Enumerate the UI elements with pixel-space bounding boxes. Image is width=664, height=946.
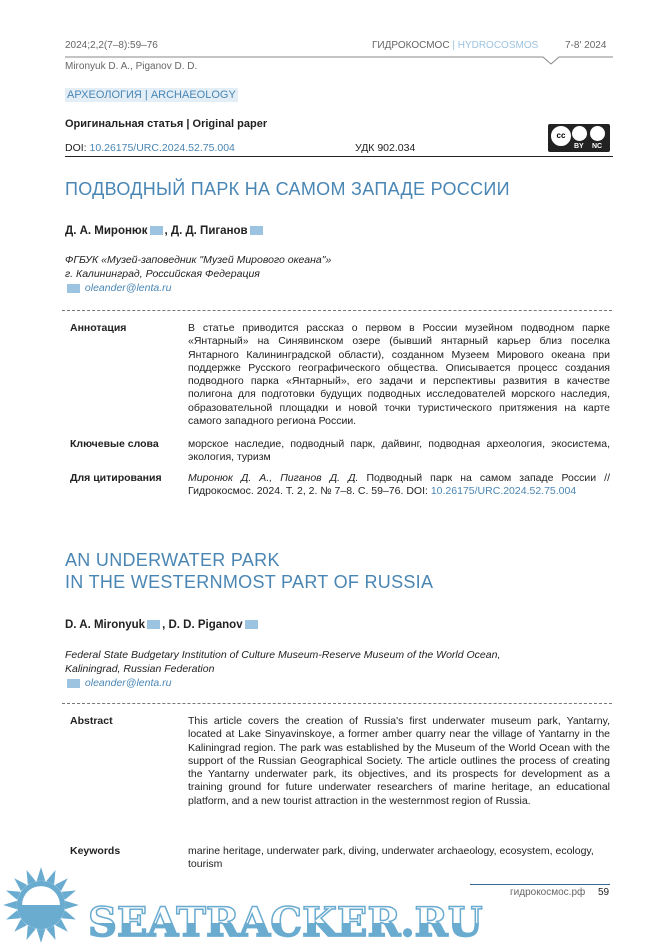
email-link[interactable]: oleander@lenta.ru: [84, 677, 172, 689]
abstract-label: Аннотация: [70, 322, 127, 334]
doi-link[interactable]: 10.26175/URC.2024.52.75.004: [89, 142, 235, 154]
cc-license-logo: [548, 124, 610, 152]
nc-icon: [590, 126, 605, 141]
citation-doi-link[interactable]: 10.26175/URC.2024.52.75.004: [430, 485, 577, 498]
doi-line: [65, 142, 235, 154]
envelope-icon: [67, 679, 80, 688]
divider: [65, 156, 613, 157]
authors-en: D. A. Mironyuk , D. D. Piganov: [65, 619, 260, 631]
affiliation-line: Kaliningrad, Russian Federation: [65, 663, 215, 675]
envelope-icon[interactable]: [150, 226, 163, 235]
cc-icon: cc: [551, 126, 571, 146]
abstract-label: Abstract: [70, 715, 113, 727]
citation-text: [188, 472, 610, 499]
abstract-text: В статье приводится рассказ о первом в России музейном подводном парке «Янтарный» на Синявинском озере (бывший янтарный карьер близ поселка Янтарного Калининградской области), созданном Музеем Мирового океана при поддержке Русского географического общества. Описывается процесс создания подводного парка «Янтарный», его задачи и перспективы развития в качестве полигона для подготовки будущих подводных исследователей морского наследия, образовательной площадки и новой точки туристического притяжения на карте самого западного региона России.: [188, 322, 610, 428]
dashed-divider: [62, 703, 612, 704]
affiliation-line: ФГБУК «Музей-заповедник "Музей Мирового океана"»: [65, 254, 332, 266]
keywords-label: Ключевые слова: [70, 438, 159, 450]
author: D. D. Piganov: [168, 619, 243, 631]
journal-ru: ГИДРОКОСМОС: [372, 40, 450, 51]
author: Д. Д. Пиганов: [170, 225, 248, 237]
page-number: 59: [598, 887, 610, 898]
author: Д. А. Миронюк: [65, 225, 148, 237]
paper-type-en: Original paper: [192, 118, 268, 130]
affiliation-line: г. Калининград, Российская Федерация: [65, 268, 260, 280]
udk: УДК 902.034: [355, 142, 416, 154]
citation-body: Подводный парк на самом западе России // Гидрокосмос. 2024. Т. 2, 2. № 7–8. С. 59–76. DOI:: [188, 472, 611, 498]
envelope-icon[interactable]: [250, 226, 263, 235]
title-line: AN UNDERWATER PARK: [65, 550, 280, 570]
title-en: [65, 549, 433, 593]
email-link[interactable]: oleander@lenta.ru: [84, 282, 172, 294]
affiliation-ru: [65, 253, 331, 295]
authors-ru: Д. А. Миронюк , Д. Д. Пиганов: [65, 225, 265, 237]
dashed-divider: [62, 310, 612, 311]
keywords-text: морское наследие, подводный парк, дайвинг, подводная археология, экосистема, экология, туризм: [188, 438, 610, 464]
citation-label: Для цитирования: [70, 472, 162, 484]
issue: 7-8' 2024: [565, 40, 607, 51]
affiliation-en: [65, 648, 500, 690]
nc-label: NC: [592, 143, 603, 150]
citation-authors: Миронюк Д. А., Пиганов Д. Д.: [188, 472, 359, 484]
envelope-icon[interactable]: [147, 620, 160, 629]
doi-label: DOI:: [65, 142, 87, 154]
title-ru: ПОДВОДНЫЙ ПАРК НА САМОМ ЗАПАДЕ РОССИИ: [65, 179, 510, 199]
journal-en: HYDROCOSMOS: [457, 40, 539, 51]
envelope-icon[interactable]: [245, 620, 258, 629]
keywords-text: marine heritage, underwater park, diving, underwater archaeology, ecosystem, ecology, tourism: [188, 845, 594, 871]
footer-site: гидрокосмос.рф: [510, 887, 586, 898]
envelope-icon: [67, 284, 80, 293]
seatracker-watermark: SEATRACKER.RU: [88, 899, 483, 946]
affiliation-line: Federal State Budgetary Institution of Culture Museum-Reserve Museum of the World Ocean,: [65, 649, 501, 661]
title-line: IN THE WESTERNMOST PART OF RUSSIA: [65, 572, 434, 592]
abstract-text: This article covers the creation of Russia's first underwater museum park, Yantarny, located at Lake Sinyavinskoye, a former amber quarry near the village of Yantarny in the Kaliningrad region. The park was established by the Museum of the World Ocean with the support of the Russian Geographical Society. The article outlines the process of creating the Yantarny underwater park, its objectives, and its prospects for development as a training ground for future underwater researchers of marine heritage, an educational platform, and a new tourist attraction in the westernmost region of Russia.: [188, 715, 610, 807]
sun-watermark-icon: [2, 866, 80, 944]
paper-type-ru: Оригинальная статья: [65, 118, 184, 130]
by-label: BY: [574, 143, 584, 150]
section-label: АРХЕОЛОГИЯ | ARCHAEOLOGY: [67, 89, 236, 101]
header-authors: Mironyuk D. A., Piganov D. D.: [65, 61, 198, 72]
keywords-label: Keywords: [70, 845, 121, 857]
author: D. A. Mironyuk: [65, 619, 146, 631]
footer-rule: [470, 884, 610, 885]
journal-name: ГИДРОКОСМОС | HYDROCOSMOS: [372, 40, 539, 51]
citation-header: 2024;2,2(7–8):59–76: [65, 40, 158, 51]
header-rule: [65, 54, 613, 66]
by-icon: [572, 126, 587, 141]
paper-type: Оригинальная статья | Original paper: [65, 118, 268, 130]
